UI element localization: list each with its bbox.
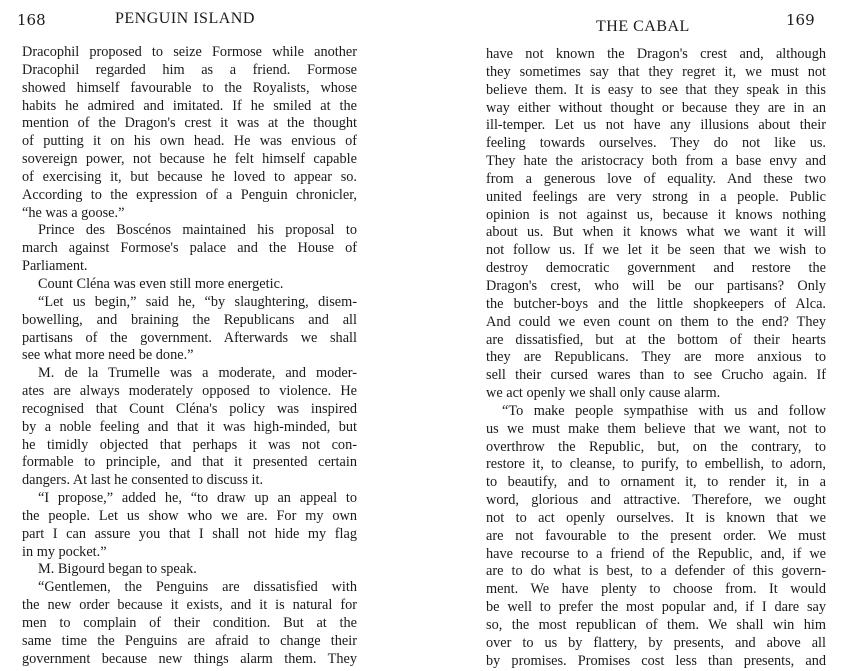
text-line: have recourse to a friend of the Republic, and, if we (486, 545, 826, 562)
text-line: the new order because it exists, and it is natural for (22, 597, 357, 614)
text-line: us we must make them believe that we want, not to (486, 420, 826, 437)
text-line: habits he admired and imitated. If he smiled at the (22, 97, 357, 114)
text-line: in my pocket.” (22, 543, 107, 560)
text-line: recognised that Count Cléna's policy was inspired (22, 400, 357, 417)
text-line: word, glorious and attractive. Therefore, we ought (486, 492, 826, 509)
text-line: government because new things alarm them. They (22, 650, 357, 667)
text-line: men to complain of their condition. But at the (22, 615, 357, 631)
text-line: showed himself favourable to the Royalists, whose (22, 79, 357, 96)
text-line: of putting it on his own head. He was envious of (22, 133, 357, 150)
body-text-right (486, 46, 826, 671)
text-line: not to act openly ourselves. It is known that we (486, 509, 826, 526)
text-line: dangers. At last he consented to discuss it. (22, 472, 264, 489)
paragraph (22, 222, 357, 276)
paragraph (22, 561, 357, 579)
text-line: are not favourable to the present order. We must (486, 527, 826, 544)
text-line: Dracophil proposed to seize Formose while another (22, 44, 357, 60)
page-number-right: 169 (786, 11, 815, 29)
text-line: they sometimes say that they regret it, we must not (486, 63, 826, 80)
text-line: have not known the Dragon's crest and, although (486, 46, 826, 62)
text-line: are dissatisfied, but at the bottom of their hearts (486, 331, 826, 348)
body-text-left (22, 44, 357, 669)
text-line: ment. We have plenty to choose from. It would (486, 581, 826, 598)
paragraph (486, 46, 826, 403)
paragraph (22, 579, 357, 668)
text-line: march against Formose's palace and the House of (22, 240, 357, 257)
text-line: partisans of the government. Afterwards we shall (22, 329, 357, 346)
text-line: restore it, to cleanse, to purify, to embellish, to adorn, (486, 456, 826, 473)
text-line: so, the most republican of them. We shall win him (486, 617, 826, 633)
text-line: sovereign power, not because he felt himself capable (22, 151, 357, 168)
text-line: sell their cursed wares than to see Crucho again. If (486, 367, 826, 384)
text-line: ill-temper. Let us not have any illusions about their (486, 117, 826, 134)
text-line: Parliament. (22, 258, 88, 275)
text-line: And could we even count on them to the end? They (486, 313, 826, 330)
paragraph (22, 276, 357, 294)
text-line: “To make people sympathise with us and follow (502, 402, 826, 419)
text-line: not follow us. If we let it be seen that we wish to (486, 242, 826, 259)
text-line: bowelling, and braining the Republicans and all (22, 311, 357, 328)
text-line: they are Republicans. They are more anxious to (486, 349, 826, 366)
text-line: opinion is not against us, because it knows nothing (486, 206, 826, 223)
text-line: destroy democratic government and restore the (486, 260, 826, 277)
text-line: formable to principle, and that it presented certain (22, 454, 357, 471)
running-title-left: PENGUIN ISLAND (115, 10, 255, 27)
text-line: M. Bigourd began to speak. (38, 561, 197, 578)
text-line: see what more need be done.” (22, 347, 194, 364)
paragraph (486, 403, 826, 671)
right-page (421, 0, 842, 669)
text-line: believe them. It is easy to see that they speak in this (486, 81, 826, 98)
text-line: about us. But when it knows what we want it will (486, 224, 826, 241)
running-title-right: THE CABAL (596, 18, 690, 35)
text-line: “Gentlemen, the Penguins are dissatisfied with (38, 579, 357, 596)
text-line: the people. Let us show who we are. For my own (22, 507, 357, 524)
paragraph (22, 490, 357, 561)
paragraph (22, 44, 357, 222)
text-line: be well to prefer the most popular and, if I dare say (486, 599, 826, 616)
text-line: “he was a goose.” (22, 204, 125, 221)
text-line: According to the expression of a Penguin chronicler, (22, 186, 357, 203)
text-line: to beautify, and to ornament it, to render it, in a (486, 474, 826, 491)
text-line: by a noble feeling and that it was high-minded, but (22, 418, 357, 435)
text-line: They hate the aristocracy both from a base envy and (486, 153, 826, 170)
text-line: of exercising it, but because he loved to appear so. (22, 168, 357, 185)
text-line: united feelings are very strong in a people. Public (486, 188, 826, 205)
page-number-left: 168 (17, 11, 46, 29)
text-line: Count Cléna was even still more energetic. (38, 275, 284, 292)
text-line: Prince des Boscénos maintained his proposal to (38, 222, 357, 239)
text-line: are to do what is best, to a defender of this govern- (486, 563, 826, 580)
paragraph (22, 294, 357, 365)
text-line: by promises. Promises cost less than presents, and (486, 652, 826, 669)
text-line: “I propose,” added he, “to draw up an appeal to (38, 490, 357, 507)
text-line: part I can assure you that I shall not hide my flag (22, 525, 357, 542)
text-line: ates are always moderately opposed to violence. He (22, 383, 357, 400)
text-line: overthrow the Republic, but, on the contrary, to (486, 438, 826, 455)
paragraph (22, 365, 357, 490)
text-line: he timidly objected that perhaps it was not con- (22, 436, 357, 453)
text-line: “Let us begin,” said he, “by slaughtering, disem- (38, 293, 357, 310)
text-line: Dracophil regarded him as a friend. Formose (22, 61, 357, 78)
text-line: M. de la Trumelle was a moderate, and moder- (38, 365, 357, 382)
left-page (0, 0, 421, 667)
text-line: from a generous love of equality. And these two (486, 170, 826, 187)
text-line: we act openly we shall only cause alarm. (486, 385, 721, 402)
text-line: over to us by flattery, by presents, and above all (486, 634, 826, 651)
text-line: way either without thought or because they are in an (486, 99, 826, 116)
text-line: Dragon's crest, who will be our partisans? Only (486, 277, 826, 294)
text-line: feeling towards ourselves. They do not like us. (486, 135, 826, 152)
text-line: same time the Penguins are afraid to change their (22, 632, 357, 649)
text-line: the butcher-boys and the little shopkeepers of Alca. (486, 295, 826, 312)
text-line: mention of the Dragon's crest it was at the thought (22, 115, 357, 132)
